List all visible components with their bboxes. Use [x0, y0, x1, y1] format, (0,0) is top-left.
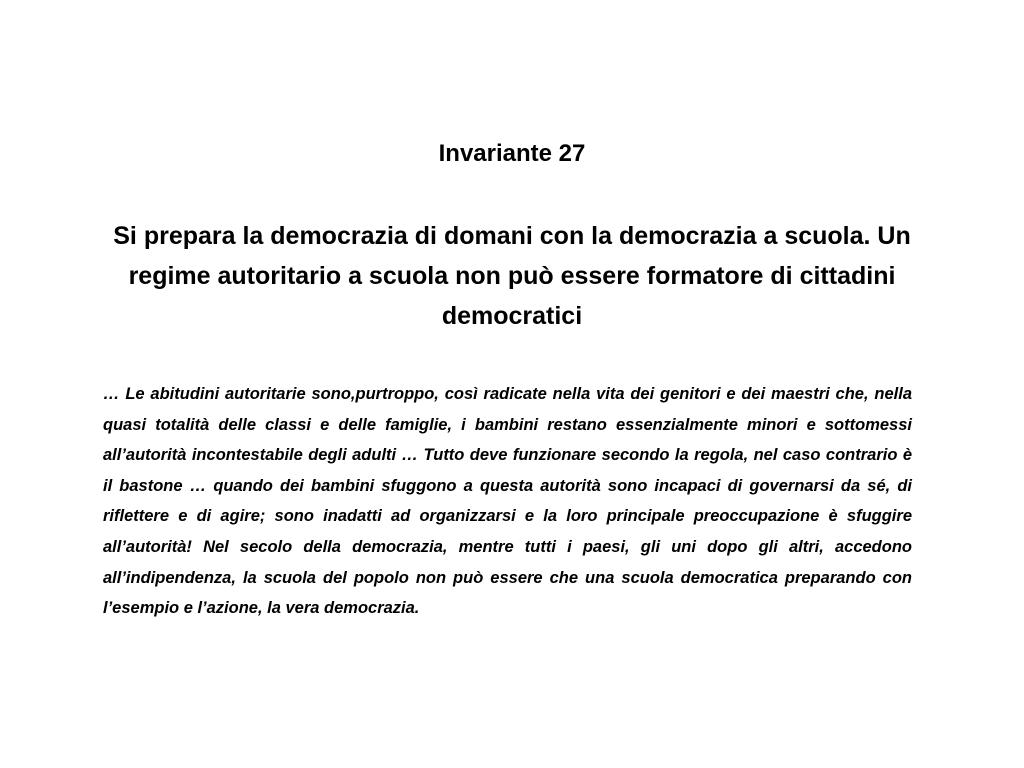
- slide-statement: Si prepara la democrazia di domani con la democrazia a scuola. Un regime autoritario a scuola non può essere formatore di cittadini democratici: [113, 222, 911, 330]
- slide-quote: … Le abitudini autoritarie sono,purtroppo, così radicate nella vita dei genitori e dei maestri che, nella quasi totalità delle classi e delle famiglie, i bambini restano essenzialmente minori e sottomessi all’autorità incontestabile degli adulti … Tutto deve funzionare secondo la regola, nel caso contrario è il bastone … quando dei bambini sfuggono a questa autorità sono incapaci di governarsi da sé, di riflettere e di agire; sono inadatti ad organizzarsi e la loro principale preoccupazione è sfuggire all’autorità! Nel secolo della democrazia, mentre tutti i paesi, gli uni dopo gli altri, accedono all’indipendenza, la scuola del popolo non può essere che una scuola democratica preparando con l’esempio e l’azione, la vera democrazia.: [103, 385, 912, 618]
- slide-title: Invariante 27: [438, 140, 586, 167]
